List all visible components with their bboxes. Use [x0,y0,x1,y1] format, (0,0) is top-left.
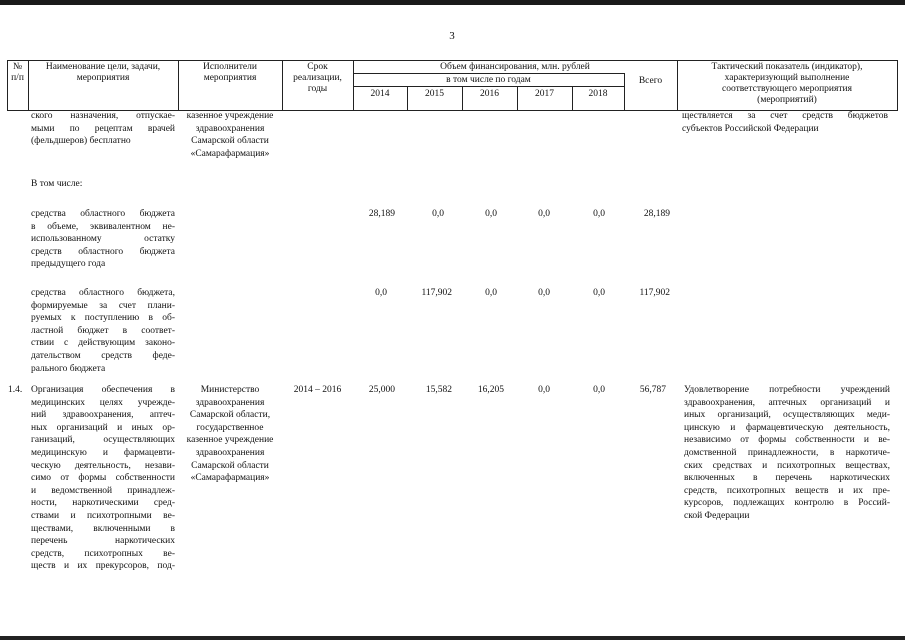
cont-name: ского назначения, отпускае- мыми по рецептам врачей (фельдшеров) бесплатно [31,111,175,147]
row2-total: 117,902 [639,288,670,298]
row3-number: 1.4. [8,385,23,395]
header-year-2016: 2016 [480,89,499,99]
row1-name: средства областного бюджета в объеме, эквивалентном не- использованному остатку средств областного бюджета предыдущего года [31,209,175,270]
page-number: 3 [449,30,455,42]
row2-2016: 0,0 [485,288,497,298]
header-term: Срок реализации, годы [293,62,342,94]
cont-executors: казенное учреждение здравоохранения Самарской области «Самарафармация» [186,111,274,159]
row2-name: средства областного бюджета, формируемые за счет плани- руемых к поступлению в об- ластной бюджет в соответ- ствии с действующим законо- дательством средств феде- рального бюджета [31,288,175,374]
header-year-2014: 2014 [370,89,390,99]
scan-bottom-border [0,636,905,640]
including-label: В том числе: [31,179,83,189]
header-indicator: Тактический показатель (индикатор), характеризующий выполнение соответствующего мероприятия (мероприятий) [711,62,863,105]
header-executors: Исполнители мероприятия [203,62,257,83]
row2-2017: 0,0 [538,288,550,298]
row2-2015: 117,902 [421,288,452,298]
row3-2014: 25,000 [368,385,395,395]
scan-top-border [0,0,905,5]
header-year-2017: 2017 [535,89,554,99]
row1-total: 28,189 [643,209,670,219]
row1-2017: 0,0 [538,209,550,219]
finance-subheader-line [353,73,624,74]
row3-2016: 16,205 [477,385,504,395]
row3-executors: Министерство здравоохранения Самарской области, государственное казенное учреждение здравоохранения Самарской области «Самарафармация» [186,385,274,484]
header-name: Наименование цели, задачи, мероприятия [45,62,161,83]
header-total: Всего [638,76,663,86]
row1-2015: 0,0 [432,209,444,219]
row3-term: 2014 – 2016 [293,385,342,395]
header-finance: Объем финансирования, млн. рублей [440,62,590,72]
row3-2018: 0,0 [593,385,605,395]
header-year-2015: 2015 [425,89,444,99]
row3-name: Организация обеспечения в медицинских целях учрежде- ний здравоохранения, аптеч- ных организаций и иных ор- ганизаций, осуществляющих медицинскую и фармацевти- ческую деятельность, незави- симо от формы собственности и ведомственной принадлеж- ности, наркотическими сред- ствами и психотропными ве- ществами, включенными в перечень наркотических средств, психотропных ве- ществ и их прекурсоров, под- [31,385,175,572]
table-top-border [7,60,898,61]
header-by-years: в том числе по годам [446,75,531,85]
row2-2014: 0,0 [375,288,387,298]
row1-2016: 0,0 [485,209,497,219]
row1-2018: 0,0 [593,209,605,219]
row2-2018: 0,0 [593,288,605,298]
row3-2015: 15,582 [425,385,452,395]
row1-2014: 28,189 [368,209,395,219]
row3-2017: 0,0 [538,385,550,395]
cont-indicator: ществляется за счет средств бюджетов субъектов Российской Федерации [682,111,888,134]
header-year-2018: 2018 [588,89,608,99]
header-number: № п/п [11,62,24,83]
years-subheader-line [353,86,624,87]
col-divider-7 [897,60,898,111]
row3-total: 56,787 [639,385,666,395]
row3-indicator: Удовлетворение потребности учреждений здравоохранения, аптечных организаций и иных организаций, осуществляющих меди- цинскую и фармацевтическую деятельность, независимо от формы собственности и ве- домственной принадлежности, в наркотиче- ских средствах и психотропных веществах, включенных в перечень наркотических средств, психотропных веществ и их пре- курсоров, подлежащих контролю в Россий- ской Федерации [684,385,890,521]
